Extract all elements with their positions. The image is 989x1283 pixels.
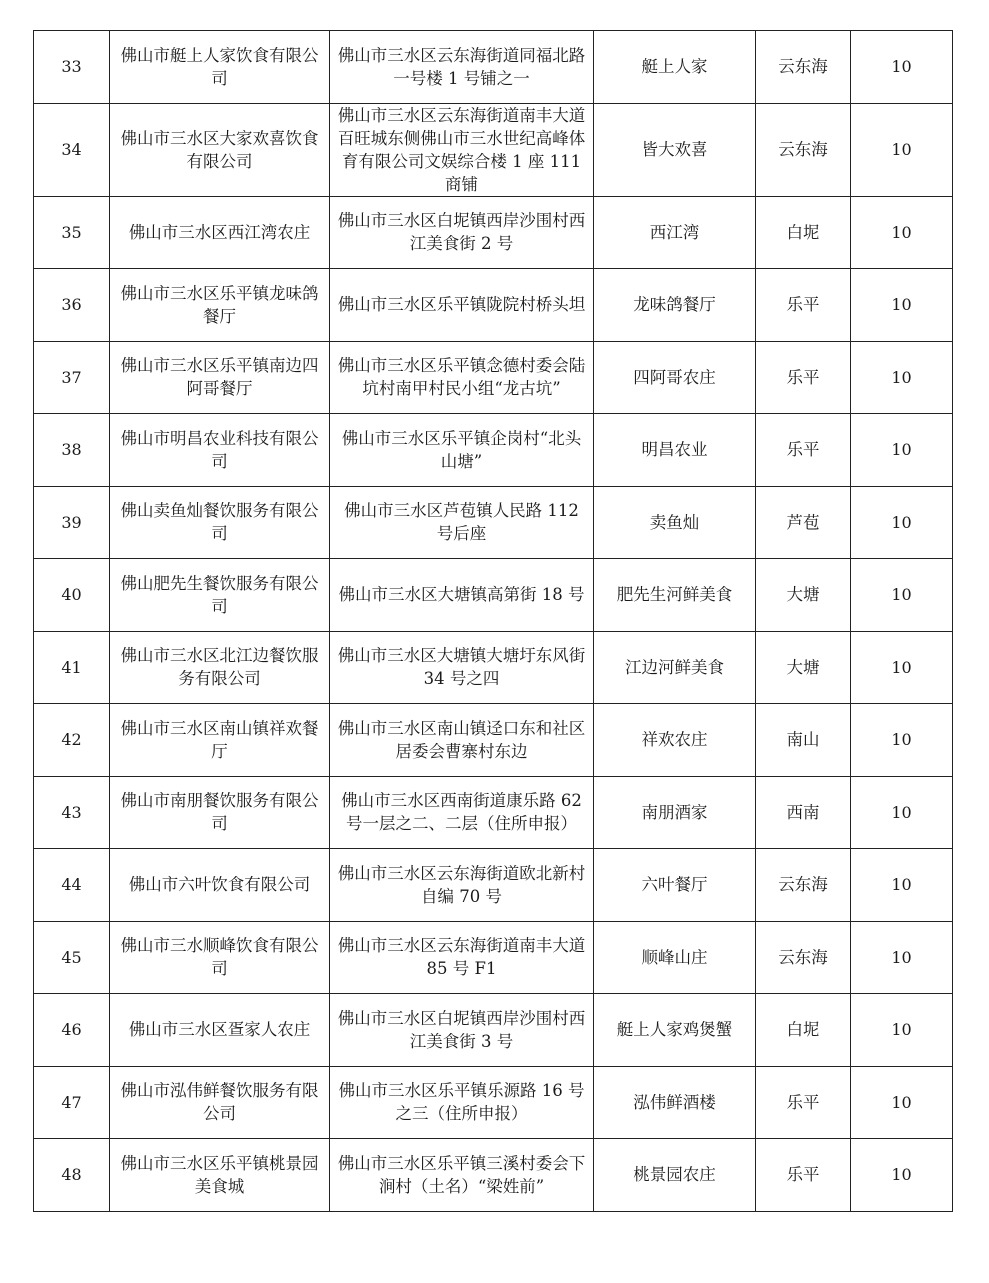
company-name-cell: 佛山市三水区疍家人农庄 [110, 994, 330, 1067]
table-row [34, 704, 953, 777]
company-name-cell: 佛山市明昌农业科技有限公司 [110, 414, 330, 487]
town-cell: 云东海 [756, 103, 851, 196]
company-name-cell: 佛山市南朋餐饮服务有限公司 [110, 776, 330, 849]
company-name-cell: 佛山市三水区乐平镇桃景园美食城 [110, 1139, 330, 1212]
town-cell: 大塘 [756, 631, 851, 704]
brand-name-cell: 祥欢农庄 [594, 704, 756, 777]
row-number-cell: 45 [34, 921, 110, 994]
row-number-cell: 37 [34, 341, 110, 414]
row-number-cell: 41 [34, 631, 110, 704]
brand-name-cell: 江边河鲜美食 [594, 631, 756, 704]
town-cell: 乐平 [756, 1066, 851, 1139]
brand-name-cell: 艇上人家 [594, 31, 756, 104]
company-name-cell: 佛山市三水区乐平镇龙味鸽餐厅 [110, 269, 330, 342]
score-cell: 10 [851, 704, 953, 777]
table-row [34, 776, 953, 849]
town-cell: 大塘 [756, 559, 851, 632]
score-cell: 10 [851, 196, 953, 269]
address-cell: 佛山市三水区乐平镇陇院村桥头坦 [330, 269, 594, 342]
company-name-cell: 佛山市三水区北江边餐饮服务有限公司 [110, 631, 330, 704]
score-cell: 10 [851, 1139, 953, 1212]
town-cell: 乐平 [756, 269, 851, 342]
table-row [34, 414, 953, 487]
row-number-cell: 38 [34, 414, 110, 487]
address-cell: 佛山市三水区乐平镇念德村委会陆坑村南甲村民小组“龙古坑” [330, 341, 594, 414]
score-cell: 10 [851, 341, 953, 414]
company-name-cell: 佛山市三水区大家欢喜饮食有限公司 [110, 103, 330, 196]
brand-name-cell: 桃景园农庄 [594, 1139, 756, 1212]
address-cell: 佛山市三水区白坭镇西岸沙围村西江美食街 3 号 [330, 994, 594, 1067]
brand-name-cell: 顺峰山庄 [594, 921, 756, 994]
restaurant-table-body [34, 31, 953, 1212]
company-name-cell: 佛山市三水区南山镇祥欢餐厅 [110, 704, 330, 777]
row-number-cell: 34 [34, 103, 110, 196]
brand-name-cell: 皆大欢喜 [594, 103, 756, 196]
company-name-cell: 佛山市三水顺峰饮食有限公司 [110, 921, 330, 994]
score-cell: 10 [851, 1066, 953, 1139]
row-number-cell: 44 [34, 849, 110, 922]
table-row [34, 1139, 953, 1212]
restaurant-table [33, 30, 953, 1212]
score-cell: 10 [851, 414, 953, 487]
town-cell: 云东海 [756, 921, 851, 994]
address-cell: 佛山市三水区芦苞镇人民路 112 号后座 [330, 486, 594, 559]
address-cell: 佛山市三水区云东海街道同福北路一号楼 1 号铺之一 [330, 31, 594, 104]
row-number-cell: 46 [34, 994, 110, 1067]
company-name-cell: 佛山卖鱼灿餐饮服务有限公司 [110, 486, 330, 559]
score-cell: 10 [851, 994, 953, 1067]
row-number-cell: 36 [34, 269, 110, 342]
score-cell: 10 [851, 849, 953, 922]
company-name-cell: 佛山市三水区乐平镇南边四阿哥餐厅 [110, 341, 330, 414]
row-number-cell: 47 [34, 1066, 110, 1139]
town-cell: 云东海 [756, 31, 851, 104]
score-cell: 10 [851, 103, 953, 196]
brand-name-cell: 泓伟鲜酒楼 [594, 1066, 756, 1139]
company-name-cell: 佛山肥先生餐饮服务有限公司 [110, 559, 330, 632]
score-cell: 10 [851, 776, 953, 849]
company-name-cell: 佛山市艇上人家饮食有限公司 [110, 31, 330, 104]
address-cell: 佛山市三水区南山镇迳口东和社区居委会曹寨村东边 [330, 704, 594, 777]
table-row [34, 269, 953, 342]
score-cell: 10 [851, 559, 953, 632]
address-cell: 佛山市三水区云东海街道南丰大道百旺城东侧佛山市三水世纪高峰体育有限公司文娱综合楼 1 座 111 商铺 [330, 103, 594, 196]
address-cell: 佛山市三水区大塘镇大塘圩东风街 34 号之四 [330, 631, 594, 704]
brand-name-cell: 六叶餐厅 [594, 849, 756, 922]
brand-name-cell: 肥先生河鲜美食 [594, 559, 756, 632]
score-cell: 10 [851, 921, 953, 994]
company-name-cell: 佛山市泓伟鲜餐饮服务有限公司 [110, 1066, 330, 1139]
table-row [34, 196, 953, 269]
brand-name-cell: 明昌农业 [594, 414, 756, 487]
table-row [34, 486, 953, 559]
table-row [34, 559, 953, 632]
brand-name-cell: 艇上人家鸡煲蟹 [594, 994, 756, 1067]
town-cell: 芦苞 [756, 486, 851, 559]
row-number-cell: 39 [34, 486, 110, 559]
brand-name-cell: 西江湾 [594, 196, 756, 269]
town-cell: 西南 [756, 776, 851, 849]
score-cell: 10 [851, 631, 953, 704]
town-cell: 白坭 [756, 196, 851, 269]
brand-name-cell: 南朋酒家 [594, 776, 756, 849]
score-cell: 10 [851, 269, 953, 342]
town-cell: 乐平 [756, 1139, 851, 1212]
score-cell: 10 [851, 486, 953, 559]
brand-name-cell: 龙味鸽餐厅 [594, 269, 756, 342]
table-row [34, 341, 953, 414]
town-cell: 云东海 [756, 849, 851, 922]
table-row [34, 1066, 953, 1139]
company-name-cell: 佛山市三水区西江湾农庄 [110, 196, 330, 269]
address-cell: 佛山市三水区云东海街道欧北新村自编 70 号 [330, 849, 594, 922]
address-cell: 佛山市三水区大塘镇高第街 18 号 [330, 559, 594, 632]
score-cell: 10 [851, 31, 953, 104]
table-row [34, 103, 953, 196]
row-number-cell: 35 [34, 196, 110, 269]
row-number-cell: 42 [34, 704, 110, 777]
row-number-cell: 48 [34, 1139, 110, 1212]
brand-name-cell: 四阿哥农庄 [594, 341, 756, 414]
company-name-cell: 佛山市六叶饮食有限公司 [110, 849, 330, 922]
address-cell: 佛山市三水区乐平镇企岗村“北头山塘” [330, 414, 594, 487]
row-number-cell: 40 [34, 559, 110, 632]
town-cell: 南山 [756, 704, 851, 777]
town-cell: 乐平 [756, 341, 851, 414]
town-cell: 乐平 [756, 414, 851, 487]
table-row [34, 631, 953, 704]
address-cell: 佛山市三水区西南街道康乐路 62 号一层之二、二层（住所申报） [330, 776, 594, 849]
row-number-cell: 33 [34, 31, 110, 104]
table-row [34, 849, 953, 922]
address-cell: 佛山市三水区云东海街道南丰大道 85 号 F1 [330, 921, 594, 994]
table-row [34, 31, 953, 104]
town-cell: 白坭 [756, 994, 851, 1067]
address-cell: 佛山市三水区乐平镇三溪村委会下涧村（土名）“梁姓前” [330, 1139, 594, 1212]
brand-name-cell: 卖鱼灿 [594, 486, 756, 559]
table-row [34, 921, 953, 994]
address-cell: 佛山市三水区白坭镇西岸沙围村西江美食街 2 号 [330, 196, 594, 269]
table-row [34, 994, 953, 1067]
restaurant-list-sheet [33, 30, 952, 1212]
address-cell: 佛山市三水区乐平镇乐源路 16 号之三（住所申报） [330, 1066, 594, 1139]
row-number-cell: 43 [34, 776, 110, 849]
